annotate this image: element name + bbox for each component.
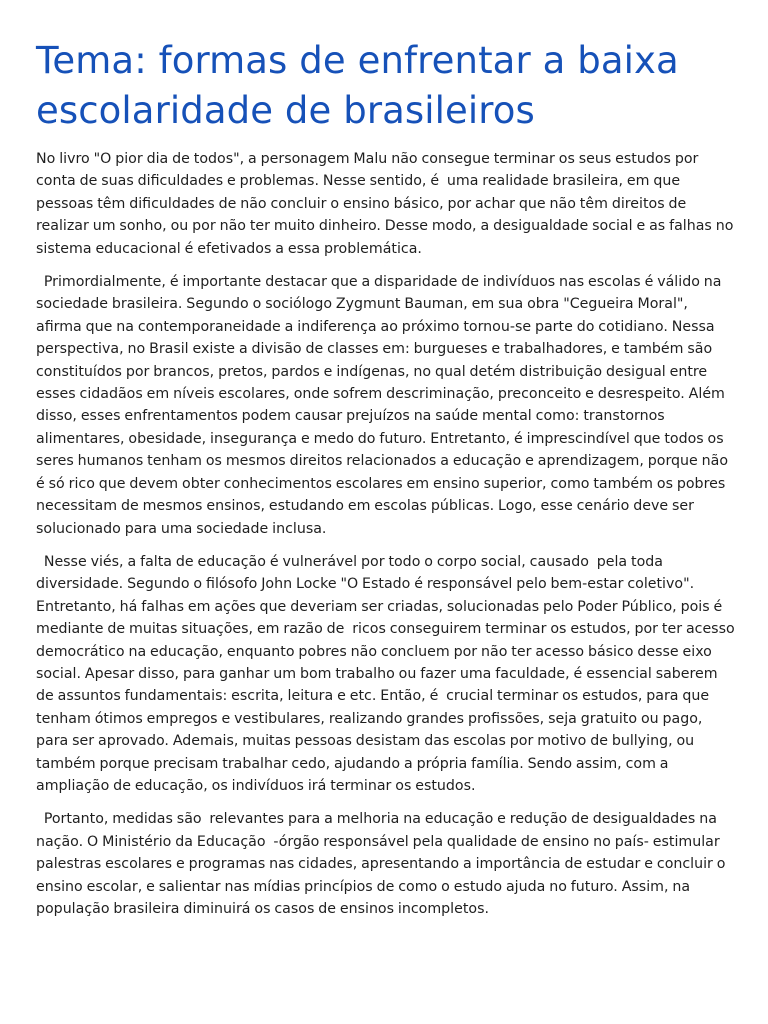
essay-title: Tema: formas de enfrentar a baixa escolaridade de brasileiros	[36, 39, 679, 132]
essay-page	[36, 36, 739, 931]
paragraph-development-1: Primordialmente, é importante destacar que a disparidade de indivíduos nas escolas é válido na sociedade brasileira. Segundo o sociólogo Zygmunt Bauman, em sua obra "Cegueira Moral", afirma que na contemporaneidade a indiferença ao próximo tornou-se parte do cotidiano. Nessa perspectiva, no Brasil existe a divisão de classes em: burgueses e trabalhadores, e também são constituídos por brancos, pretos, pardos e indígenas, no qual detém distribuição desigual entre esses cidadãos em níveis escolares, onde sofrem descriminação, preconceito e desrespeito. Além disso, esses enfrentamentos podem causar prejuízos na saúde mental como: transtornos alimentares, obesidade, insegurança e medo do futuro. Entretanto, é imprescindível que todos os seres humanos tenham os mesmos direitos relacionados a educação e aprendizagem, porque não é só rico que devem obter conhecimentos escolares em ensino superior, como também os pobres necessitam de mesmos ensinos, estudando em escolas públicas. Logo, esse cenário deve ser solucionado para uma sociedade inclusa.	[36, 274, 732, 537]
paragraph-introduction: No livro "O pior dia de todos", a personagem Malu não consegue terminar os seus estudos por conta de suas dificuldades e problemas. Nesse sentido, é uma realidade brasileira, em que pessoas têm dificuldades de não concluir o ensino básico, por achar que não têm direitos de realizar um sonho, ou por não ter muito dinheiro. Desse modo, a desigualdade social e as falhas no sistema educacional é efetivados a essa problemática.	[36, 151, 738, 257]
paragraph-conclusion: Portanto, medidas são relevantes para a melhoria na educação e redução de desigualdades na nação. O Ministério da Educação -órgão responsável pela qualidade de ensino no país- estimular palestras escolares e programas nas cidades, apresentando a importância de estudar e concluir o ensino escolar, e salientar nas mídias princípios de como o estudo ajuda no futuro. Assim, na população brasileira diminuirá os casos de ensinos incompletos.	[36, 811, 730, 917]
paragraph-development-2: Nesse viés, a falta de educação é vulnerável por todo o corpo social, causado pela toda diversidade. Segundo o filósofo John Locke "O Estado é responsável pelo bem-estar coletivo". Entretanto, há falhas em ações que deveriam ser criadas, solucionadas pelo Poder Público, pois é mediante de muitas situações, em razão de ricos conseguirem terminar os estudos, por ter acesso democrático na educação, enquanto pobres não concluem por não ter acesso básico desse eixo social. Apesar disso, para ganhar um bom trabalho ou fazer uma faculdade, é essencial saberem de assuntos fundamentais: escrita, leitura e etc. Então, é crucial terminar os estudos, para que tenham ótimos empregos e vestibulares, realizando grandes profissões, seja gratuito ou pago, para ser aprovado. Ademais, muitas pessoas desistam das escolas por motivo de bullying, ou também porque precisam trabalhar cedo, ajudando a própria família. Sendo assim, com a ampliação de educação, os indivíduos irá terminar os estudos.	[36, 553, 739, 794]
